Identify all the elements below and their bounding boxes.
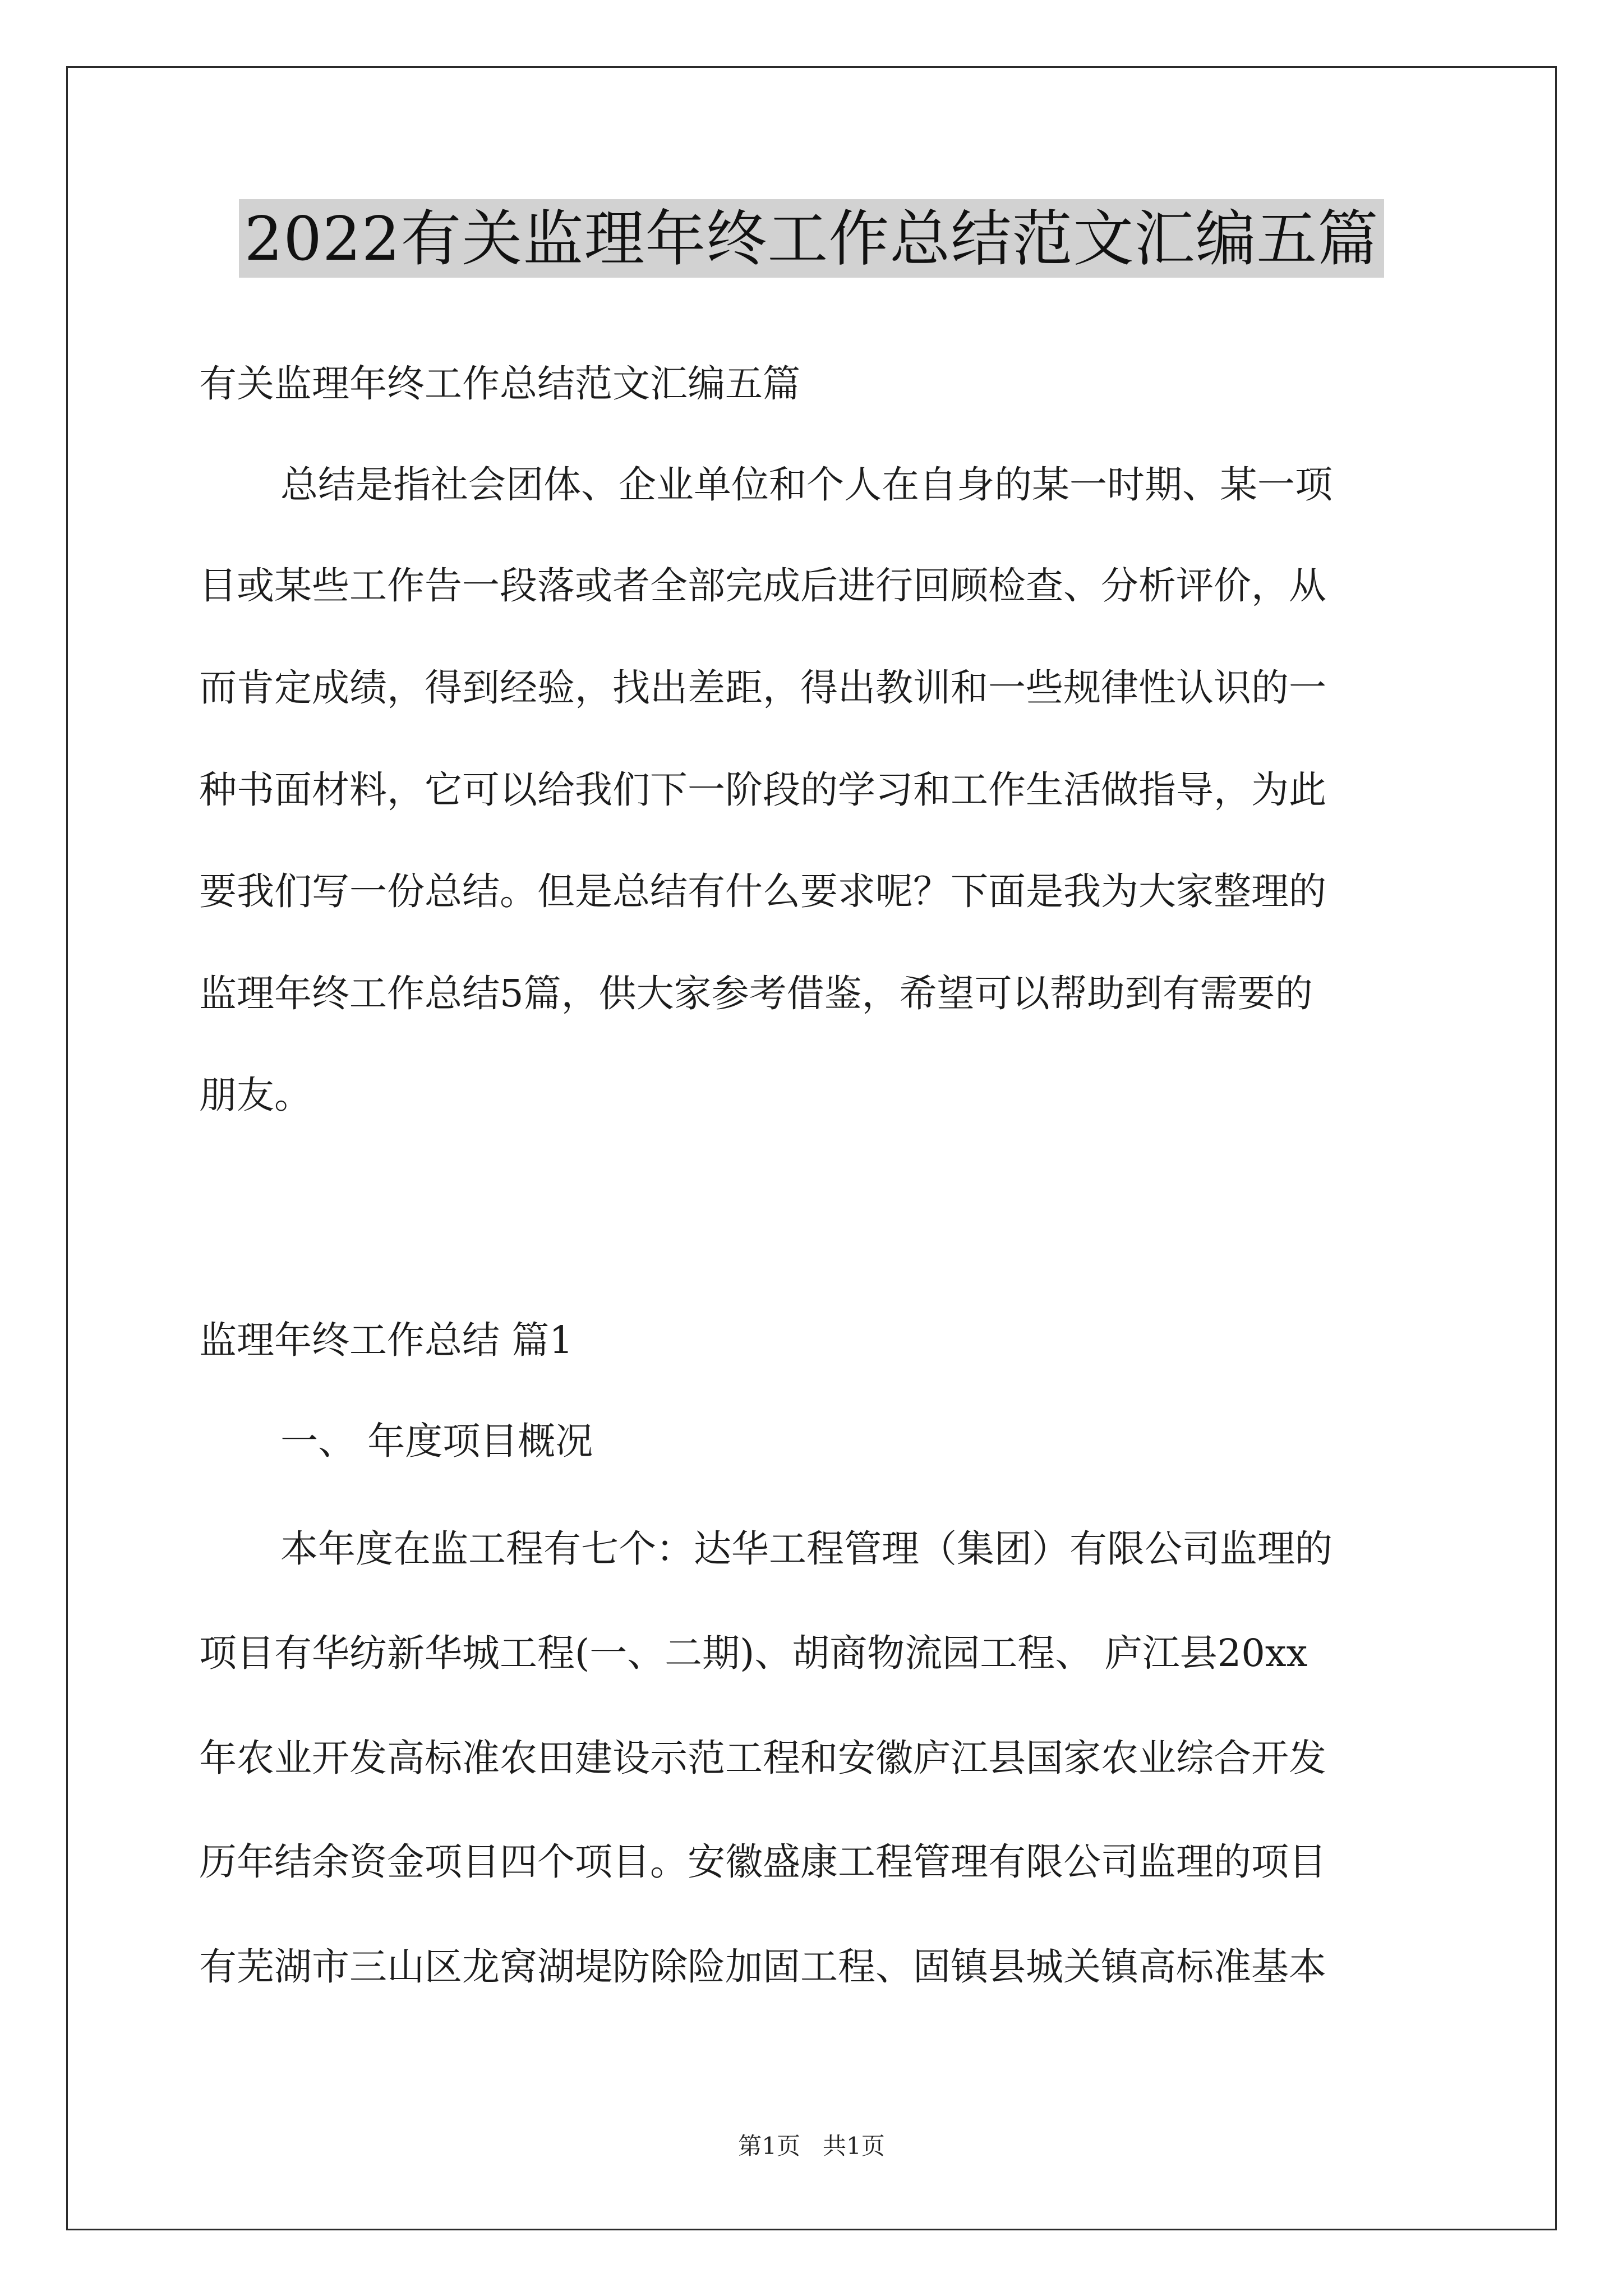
intro-line: 监理年终工作总结5篇，供大家参考借鉴，希望可以帮助到有需要的 [199,972,1313,1015]
intro-line: 总结是指社会团体、企业单位和个人在自身的某一时期、某一项 [280,463,1332,507]
intro-line: 而肯定成绩，得到经验，找出差距，得出教训和一些规律性认识的一 [199,666,1326,710]
intro-line: 要我们写一份总结。但是总结有什么要求呢？下面是我为大家整理的 [199,869,1326,913]
section-line: 项目有华纺新华城工程(一、二期)、胡商物流园工程、 庐江县20xx [199,1631,1308,1675]
document-title: 2022有关监理年终工作总结范文汇编五篇 [239,199,1385,278]
section-subheading: 一、 年度项目概况 [280,1419,593,1463]
section-line: 年农业开发高标准农田建设示范工程和安徽庐江县国家农业综合开发 [199,1736,1326,1780]
intro-line: 朋友。 [199,1073,312,1117]
section-heading: 监理年终工作总结 篇1 [199,1318,573,1362]
page-footer: 第1页 共1页 [738,2132,885,2160]
intro-line: 目或某些工作告一段落或者全部完成后进行回顾检查、分析评价，从 [199,564,1326,608]
section-line: 本年度在监工程有七个：达华工程管理（集团）有限公司监理的 [280,1527,1332,1571]
document-subtitle: 有关监理年终工作总结范文汇编五篇 [199,362,800,406]
section-line: 历年结余资金项目四个项目。安徽盛康工程管理有限公司监理的项目 [199,1840,1326,1884]
title-container [0,199,1623,278]
intro-line: 种书面材料，它可以给我们下一阶段的学习和工作生活做指导，为此 [199,768,1326,812]
section-line: 有芜湖市三山区龙窝湖堤防除险加固工程、固镇县城关镇高标准基本 [199,1945,1326,1989]
